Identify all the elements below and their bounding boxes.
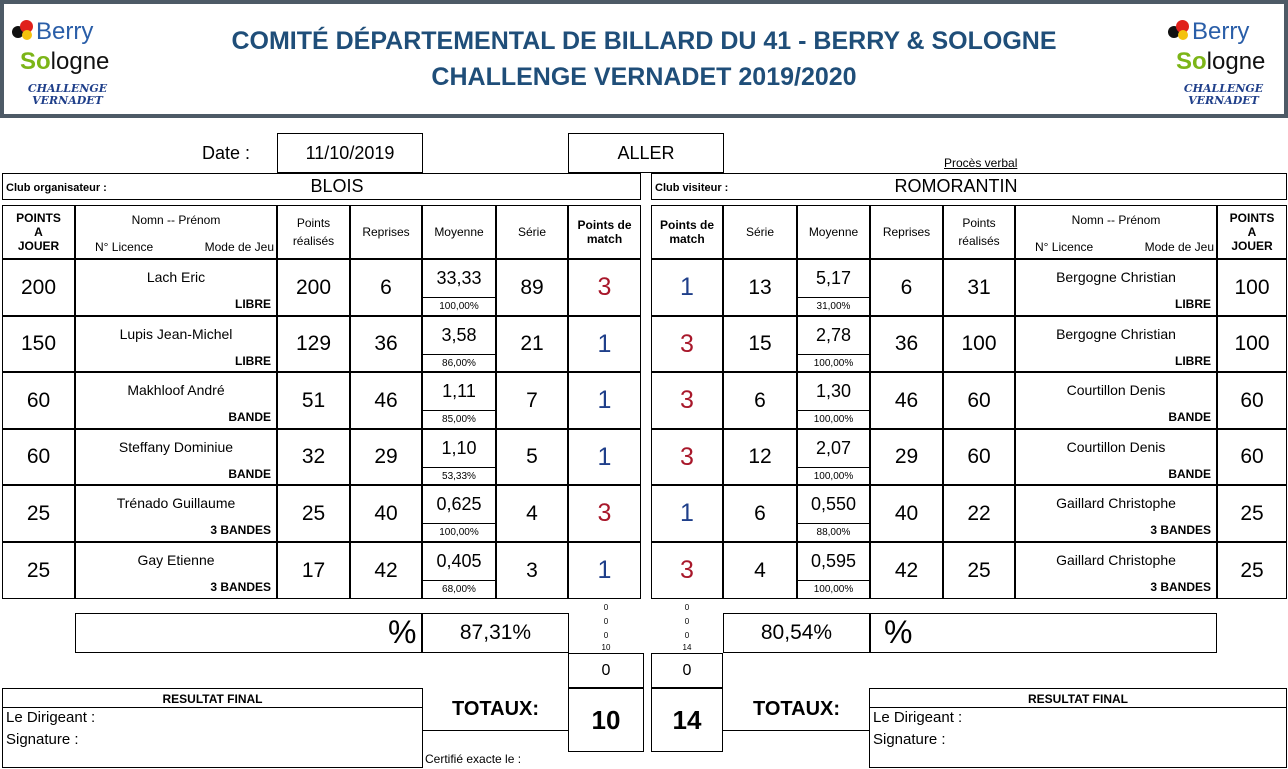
- logo-balls-icon: [12, 20, 34, 42]
- home-percent-box: [75, 613, 422, 653]
- totaux-label-home: TOTAUX:: [451, 697, 540, 720]
- a-header-mode: Mode de Jeu: [1144, 240, 1214, 254]
- a-reprises-cell: 6: [870, 259, 943, 316]
- h-points-match-cell: 1: [568, 316, 641, 372]
- h-points-realises-cell: 32: [277, 429, 350, 485]
- away-result-title: RESULTAT FINAL: [1028, 692, 1128, 706]
- a-moyenne-pct: 100,00%: [813, 470, 854, 482]
- away-small-values: 0 0 0 14: [682, 602, 692, 652]
- a-points-realises-cell: 100: [943, 316, 1015, 372]
- a-header-points-realises-line: réalisés: [958, 234, 1000, 248]
- page-header: [0, 0, 1288, 118]
- a-moyenne-value: 2,78: [815, 324, 852, 345]
- h-moyenne-pct: 86,00%: [442, 357, 476, 369]
- a-reprises-cell: 42: [870, 542, 943, 599]
- home-result-line: [2, 707, 423, 708]
- h-serie-cell: 3: [496, 542, 568, 599]
- home-zero: 0: [568, 653, 644, 688]
- a-serie-cell: 13: [723, 259, 797, 316]
- a-game-mode: 3 BANDES: [1150, 523, 1211, 537]
- home-result-title: RESULTAT FINAL: [162, 692, 263, 706]
- h-points-a-jouer-cell: 200: [2, 259, 75, 316]
- h-header-reprises: Reprises: [350, 205, 422, 259]
- away-result-line: [869, 707, 1287, 708]
- a-points-a-jouer-cell: 25: [1217, 542, 1287, 599]
- a-player-name: Bergogne Christian: [1056, 269, 1176, 285]
- h-points-realises-cell: 200: [277, 259, 350, 316]
- h-header-serie: Série: [496, 205, 568, 259]
- a-header-points-realises-line: Points: [962, 216, 996, 230]
- h-header-points-a-jouer-line: POINTS: [16, 211, 61, 225]
- a-moyenne-pct: 100,00%: [813, 357, 854, 369]
- a-player-name: Gaillard Christophe: [1056, 495, 1176, 511]
- h-points-realises-cell: 25: [277, 485, 350, 542]
- h-player-name: Gay Etienne: [137, 552, 215, 568]
- totaux-underline-away: [723, 730, 870, 731]
- h-points-realises-cell: 51: [277, 372, 350, 429]
- h-points-a-jouer-cell: 150: [2, 316, 75, 372]
- home-club-name: BLOIS: [310, 176, 364, 196]
- a-game-mode: LIBRE: [1175, 354, 1211, 368]
- a-points-a-jouer-cell: 100: [1217, 316, 1287, 372]
- h-header-points-match-line: match: [586, 232, 623, 246]
- a-points-realises-cell: 60: [943, 372, 1015, 429]
- a-moyenne-pct: 100,00%: [813, 413, 854, 425]
- h-points-match-cell: 1: [568, 429, 641, 485]
- h-reprises-cell: 6: [350, 259, 422, 316]
- a-points-realises-cell: 31: [943, 259, 1015, 316]
- a-header-reprises: Reprises: [870, 205, 943, 259]
- a-points-realises-cell: 25: [943, 542, 1015, 599]
- a-reprises-cell: 46: [870, 372, 943, 429]
- phase-field[interactable]: ALLER: [568, 133, 724, 173]
- a-points-a-jouer-cell: 60: [1217, 372, 1287, 429]
- logo-right: [1166, 12, 1281, 110]
- h-header-points-realises-line: Points: [296, 216, 331, 230]
- logo-sologne-text: Sologne: [20, 48, 110, 75]
- h-header-points-realises: [277, 205, 350, 259]
- date-label: Date :: [202, 143, 251, 163]
- h-serie-cell: 4: [496, 485, 568, 542]
- h-reprises-cell: 29: [350, 429, 422, 485]
- a-header-points-realises: [943, 205, 1015, 259]
- away-signature: Signature :: [873, 731, 946, 748]
- a-player-name: Bergogne Christian: [1056, 326, 1176, 342]
- a-player-name: Courtillon Denis: [1066, 382, 1166, 398]
- h-header-points-a-jouer-line: A: [34, 225, 43, 239]
- away-percent-box: [870, 613, 1217, 653]
- total-home: 10: [568, 688, 644, 752]
- h-points-a-jouer-cell: 25: [2, 485, 75, 542]
- h-header-points-match-line: Points de: [577, 218, 632, 232]
- h-player-name: Lach Eric: [146, 269, 206, 285]
- a-moyenne-value: 1,30: [815, 380, 852, 401]
- h-points-match-cell: 1: [568, 372, 641, 429]
- home-percent-value: 87,31%: [422, 613, 569, 653]
- h-reprises-cell: 46: [350, 372, 422, 429]
- a-points-match-cell: 3: [651, 542, 723, 599]
- h-moyenne-pct: 85,00%: [442, 413, 476, 425]
- h-serie-cell: 5: [496, 429, 568, 485]
- a-moyenne-value: 0,550: [810, 493, 857, 514]
- a-game-mode: LIBRE: [1175, 297, 1211, 311]
- a-header-points-a-jouer-line: A: [1247, 225, 1257, 239]
- a-moyenne-pct: 100,00%: [813, 583, 854, 595]
- a-header-points-a-jouer: [1217, 205, 1287, 259]
- a-points-a-jouer-cell: 25: [1217, 485, 1287, 542]
- h-header-nom-prenom: Nomn -- Prénom: [131, 213, 221, 227]
- h-points-a-jouer-cell: 25: [2, 542, 75, 599]
- a-header-points-match-line: Points de: [659, 218, 714, 232]
- a-serie-cell: 4: [723, 542, 797, 599]
- a-points-match-cell: 1: [651, 485, 723, 542]
- h-points-match-cell: 3: [568, 485, 641, 542]
- h-header-moyenne: Moyenne: [422, 205, 496, 259]
- proces-verbal-link[interactable]: Procès verbal: [944, 156, 1018, 170]
- a-game-mode: BANDE: [1168, 467, 1211, 481]
- a-header-points-match-line: match: [669, 232, 705, 246]
- h-moyenne-pct: 100,00%: [439, 300, 479, 312]
- h-game-mode: LIBRE: [235, 297, 271, 311]
- a-player-name: Gaillard Christophe: [1056, 552, 1176, 568]
- a-header-points-a-jouer-line: POINTS: [1229, 211, 1275, 225]
- h-player-name: Makhloof André: [127, 382, 225, 398]
- logo-challenge-text: CHALLENGE VERNADET: [1183, 82, 1264, 107]
- a-moyenne-value: 5,17: [815, 267, 852, 288]
- a-serie-cell: 15: [723, 316, 797, 372]
- a-header-licence: N° Licence: [1035, 240, 1094, 254]
- a-header-serie: Série: [723, 205, 797, 259]
- certifie-label: Certifié exacte le :: [425, 752, 522, 766]
- h-player-name: Steffany Dominiue: [118, 439, 234, 455]
- home-percent-symbol: %: [388, 614, 417, 650]
- h-header-points-a-jouer-line: JOUER: [17, 239, 60, 253]
- away-zero: 0: [651, 653, 723, 688]
- date-field[interactable]: 11/10/2019: [277, 133, 423, 173]
- h-points-realises-cell: 17: [277, 542, 350, 599]
- a-points-match-cell: 3: [651, 316, 723, 372]
- a-moyenne-pct: 88,00%: [816, 526, 851, 538]
- h-moyenne-pct: 68,00%: [442, 583, 476, 595]
- h-moyenne-pct: 100,00%: [439, 526, 479, 538]
- logo-berry-text: Berry: [36, 18, 94, 45]
- totaux-underline: [423, 730, 568, 731]
- a-serie-cell: 6: [723, 372, 797, 429]
- h-serie-cell: 89: [496, 259, 568, 316]
- h-moyenne-value: 33,33: [436, 267, 482, 288]
- a-player-name: Courtillon Denis: [1066, 439, 1166, 455]
- h-serie-cell: 7: [496, 372, 568, 429]
- h-game-mode: 3 BANDES: [210, 523, 271, 537]
- away-percent-value: 80,54%: [723, 613, 870, 653]
- h-moyenne-pct: 53,33%: [442, 470, 476, 482]
- a-points-a-jouer-cell: 60: [1217, 429, 1287, 485]
- h-header-points-realises-line: réalisés: [292, 234, 335, 248]
- a-game-mode: 3 BANDES: [1150, 580, 1211, 594]
- a-header-nom-prenom: Nomn -- Prénom: [1071, 213, 1161, 227]
- a-game-mode: BANDE: [1168, 410, 1211, 424]
- h-header-licence: N° Licence: [95, 240, 154, 254]
- h-moyenne-value: 1,11: [442, 380, 476, 401]
- h-header-points-match: [568, 205, 641, 259]
- h-game-mode: LIBRE: [235, 354, 271, 368]
- a-header-points-match: [651, 205, 723, 259]
- a-moyenne-value: 0,595: [810, 550, 857, 571]
- h-game-mode: 3 BANDES: [210, 580, 271, 594]
- away-club-name: ROMORANTIN: [894, 176, 1018, 196]
- home-small-values: 0 0 0 10: [601, 602, 611, 652]
- h-player-name: Lupis Jean-Michel: [119, 326, 233, 342]
- a-header-moyenne: Moyenne: [797, 205, 870, 259]
- h-moyenne-value: 0,405: [436, 550, 482, 571]
- logo-balls-icon: [1168, 20, 1190, 42]
- a-points-match-cell: 3: [651, 429, 723, 485]
- total-away: 14: [651, 688, 723, 752]
- h-moyenne-value: 0,625: [436, 493, 482, 514]
- logo-left: [10, 12, 125, 110]
- home-signature: Signature :: [6, 731, 79, 748]
- h-header-points-a-jouer: [2, 205, 75, 259]
- h-points-match-cell: 3: [568, 259, 641, 316]
- a-moyenne-pct: 31,00%: [816, 300, 851, 312]
- away-percent-symbol: %: [884, 614, 913, 650]
- away-club-label: Club visiteur :: [655, 182, 729, 194]
- h-points-a-jouer-cell: 60: [2, 429, 75, 485]
- h-header-mode: Mode de Jeu: [204, 240, 274, 254]
- title-line-2: CHALLENGE VERNADET 2019/2020: [431, 63, 857, 91]
- h-points-match-cell: 1: [568, 542, 641, 599]
- h-reprises-cell: 42: [350, 542, 422, 599]
- a-reprises-cell: 40: [870, 485, 943, 542]
- a-serie-cell: 12: [723, 429, 797, 485]
- a-reprises-cell: 36: [870, 316, 943, 372]
- h-game-mode: BANDE: [228, 467, 271, 481]
- home-club-label: Club organisateur :: [6, 182, 107, 194]
- logo-sologne-text: Sologne: [1176, 48, 1266, 75]
- home-dirigeant: Le Dirigeant :: [6, 709, 96, 726]
- a-points-match-cell: 3: [651, 372, 723, 429]
- h-moyenne-value: 3,58: [441, 324, 477, 345]
- a-serie-cell: 6: [723, 485, 797, 542]
- title-line-1: COMITÉ DÉPARTEMENTAL DE BILLARD DU 41 - BERRY & SOLOGNE: [231, 27, 1057, 55]
- h-game-mode: BANDE: [228, 410, 271, 424]
- h-reprises-cell: 40: [350, 485, 422, 542]
- a-header-points-a-jouer-line: JOUER: [1231, 239, 1273, 253]
- h-player-name: Trénado Guillaume: [116, 495, 236, 511]
- h-reprises-cell: 36: [350, 316, 422, 372]
- a-moyenne-value: 2,07: [815, 437, 852, 458]
- h-serie-cell: 21: [496, 316, 568, 372]
- away-dirigeant: Le Dirigeant :: [873, 709, 963, 726]
- a-points-a-jouer-cell: 100: [1217, 259, 1287, 316]
- a-points-realises-cell: 22: [943, 485, 1015, 542]
- a-points-realises-cell: 60: [943, 429, 1015, 485]
- h-points-realises-cell: 129: [277, 316, 350, 372]
- logo-berry-text: Berry: [1192, 18, 1250, 45]
- a-reprises-cell: 29: [870, 429, 943, 485]
- h-moyenne-value: 1,10: [441, 437, 477, 458]
- totaux-label-away: TOTAUX:: [752, 697, 841, 720]
- h-points-a-jouer-cell: 60: [2, 372, 75, 429]
- logo-challenge-text: CHALLENGE VERNADET: [27, 82, 108, 107]
- a-points-match-cell: 1: [651, 259, 723, 316]
